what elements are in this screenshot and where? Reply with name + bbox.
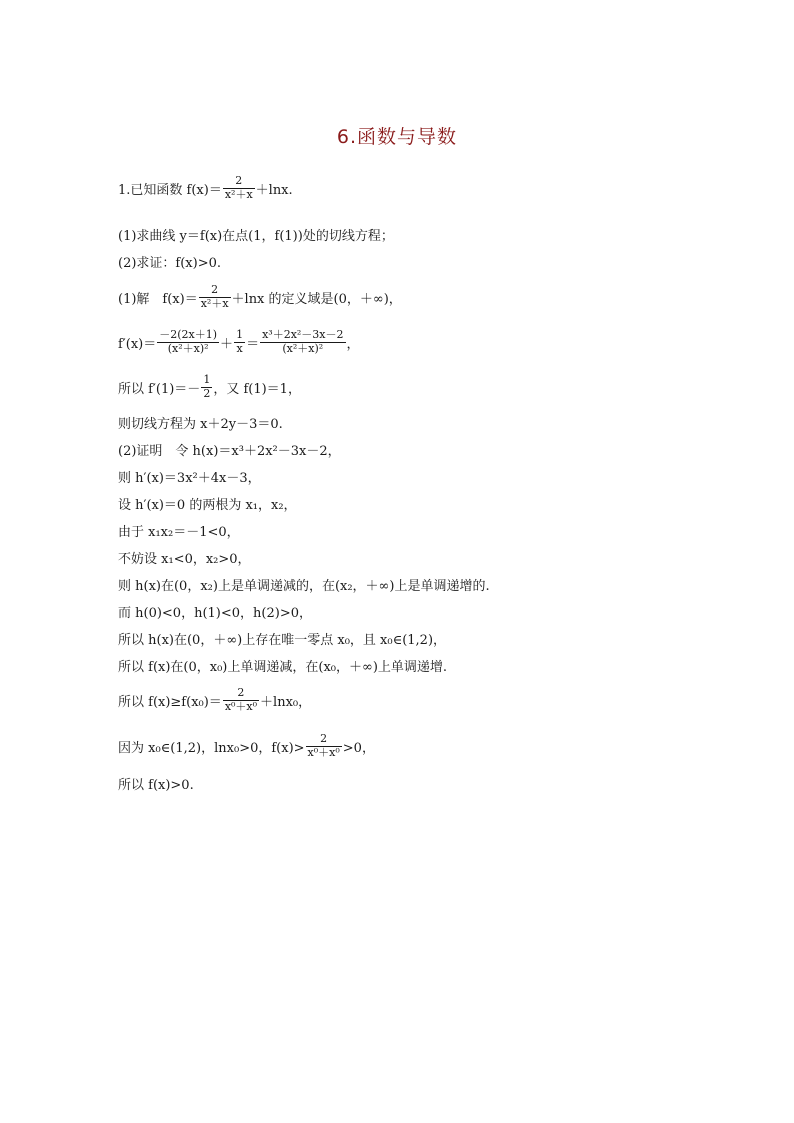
text-line [118, 687, 311, 713]
fraction-denominator: x²＋x [224, 187, 253, 201]
fraction-numerator: 1 [236, 328, 244, 341]
text-line [118, 252, 221, 271]
fraction-denominator: (x²＋x)² [282, 341, 324, 355]
text-segment: 由于 x₁x₂＝－1<0， [118, 525, 240, 540]
fraction [201, 374, 212, 400]
fraction [306, 733, 342, 759]
text-segment: ＋lnx₀， [260, 694, 312, 710]
fraction-numerator: 2 [211, 283, 219, 296]
fraction-numerator: 1 [203, 373, 211, 386]
fraction [199, 284, 231, 310]
text-line [118, 548, 251, 567]
fraction-denominator: x²＋x [200, 296, 229, 310]
text-segment: ＋ [220, 336, 234, 352]
text-segment: 而 h(0)<0，h(1)<0，h(2)>0， [118, 606, 312, 621]
text-segment: ，又 f(1)＝1， [213, 381, 301, 397]
fraction-numerator: 2 [237, 686, 245, 699]
fraction-numerator: 2 [320, 732, 328, 745]
fraction-numerator: －2(2x＋1) [159, 328, 218, 341]
text-segment: (2)证明 令 h(x)＝x³＋2x²－3x－2， [118, 444, 341, 459]
text-line [118, 494, 297, 513]
fraction [260, 329, 345, 355]
fraction [223, 175, 255, 201]
text-line [118, 329, 360, 355]
text-segment: 所以 f(x)>0. [118, 778, 194, 793]
text-segment: 设 h′(x)＝0 的两根为 x₁，x₂， [118, 498, 297, 513]
fraction-denominator: x⁰＋x⁰ [224, 699, 258, 713]
text-segment: 所以 h(x)在(0，＋∞)上存在唯一零点 x₀，且 x₀∈(1,2)， [118, 633, 447, 648]
text-segment: 则切线方程为 x＋2y－3＝0. [118, 417, 283, 432]
text-segment: f′(x)＝ [118, 336, 157, 352]
fraction-denominator: x [236, 341, 243, 355]
text-line [118, 575, 490, 594]
text-line [118, 440, 341, 459]
page-title: 6.函数与导数 [336, 126, 458, 148]
text-segment: 则 h′(x)＝3x²＋4x－3， [118, 471, 261, 486]
text-line [118, 225, 394, 244]
text-segment: 则 h(x)在(0，x₂)上是单调递减的，在(x₂，＋∞)上是单调递增的. [118, 579, 490, 594]
text-line [118, 629, 446, 648]
text-line [118, 521, 240, 540]
text-line [118, 175, 293, 201]
text-line [118, 467, 261, 486]
text-segment: ＋lnx 的定义域是(0，＋∞)， [231, 291, 402, 307]
text-segment: 所以 f′(1)＝－ [118, 381, 201, 397]
fraction-denominator: 2 [203, 386, 211, 400]
fraction-numerator: x³＋2x²－3x－2 [262, 328, 344, 341]
text-segment: ＝ [246, 336, 260, 352]
text-line [118, 733, 375, 759]
text-segment: 不妨设 x₁<0，x₂>0， [118, 552, 251, 567]
text-segment: 因为 x₀∈(1,2)，lnx₀>0，f(x)> [118, 740, 305, 756]
fraction-numerator: 2 [235, 174, 243, 187]
text-segment: 所以 f(x)≥f(x₀)＝ [118, 694, 222, 710]
text-segment: (2)求证：f(x)>0. [118, 256, 221, 271]
text-line [118, 413, 283, 432]
text-segment: 1.已知函数 f(x)＝ [118, 182, 222, 198]
text-line [118, 284, 402, 310]
text-line [118, 774, 194, 793]
text-line [118, 656, 447, 675]
fraction-denominator: (x²＋x)² [167, 341, 209, 355]
fraction-denominator: x⁰＋x⁰ [307, 745, 340, 759]
fraction [157, 329, 219, 355]
text-segment: 所以 f(x)在(0，x₀)上单调递减，在(x₀，＋∞)上单调递增. [118, 660, 448, 675]
text-line [118, 374, 301, 400]
fraction [223, 687, 259, 713]
text-line [118, 602, 312, 621]
fraction [234, 329, 245, 355]
text-segment: >0， [342, 740, 375, 756]
text-segment: ＋lnx. [255, 182, 293, 198]
text-segment: ， [346, 336, 360, 352]
text-segment: (1)求曲线 y＝f(x)在点(1，f(1))处的切线方程； [118, 229, 394, 244]
text-segment: (1)解 f(x)＝ [118, 291, 198, 307]
